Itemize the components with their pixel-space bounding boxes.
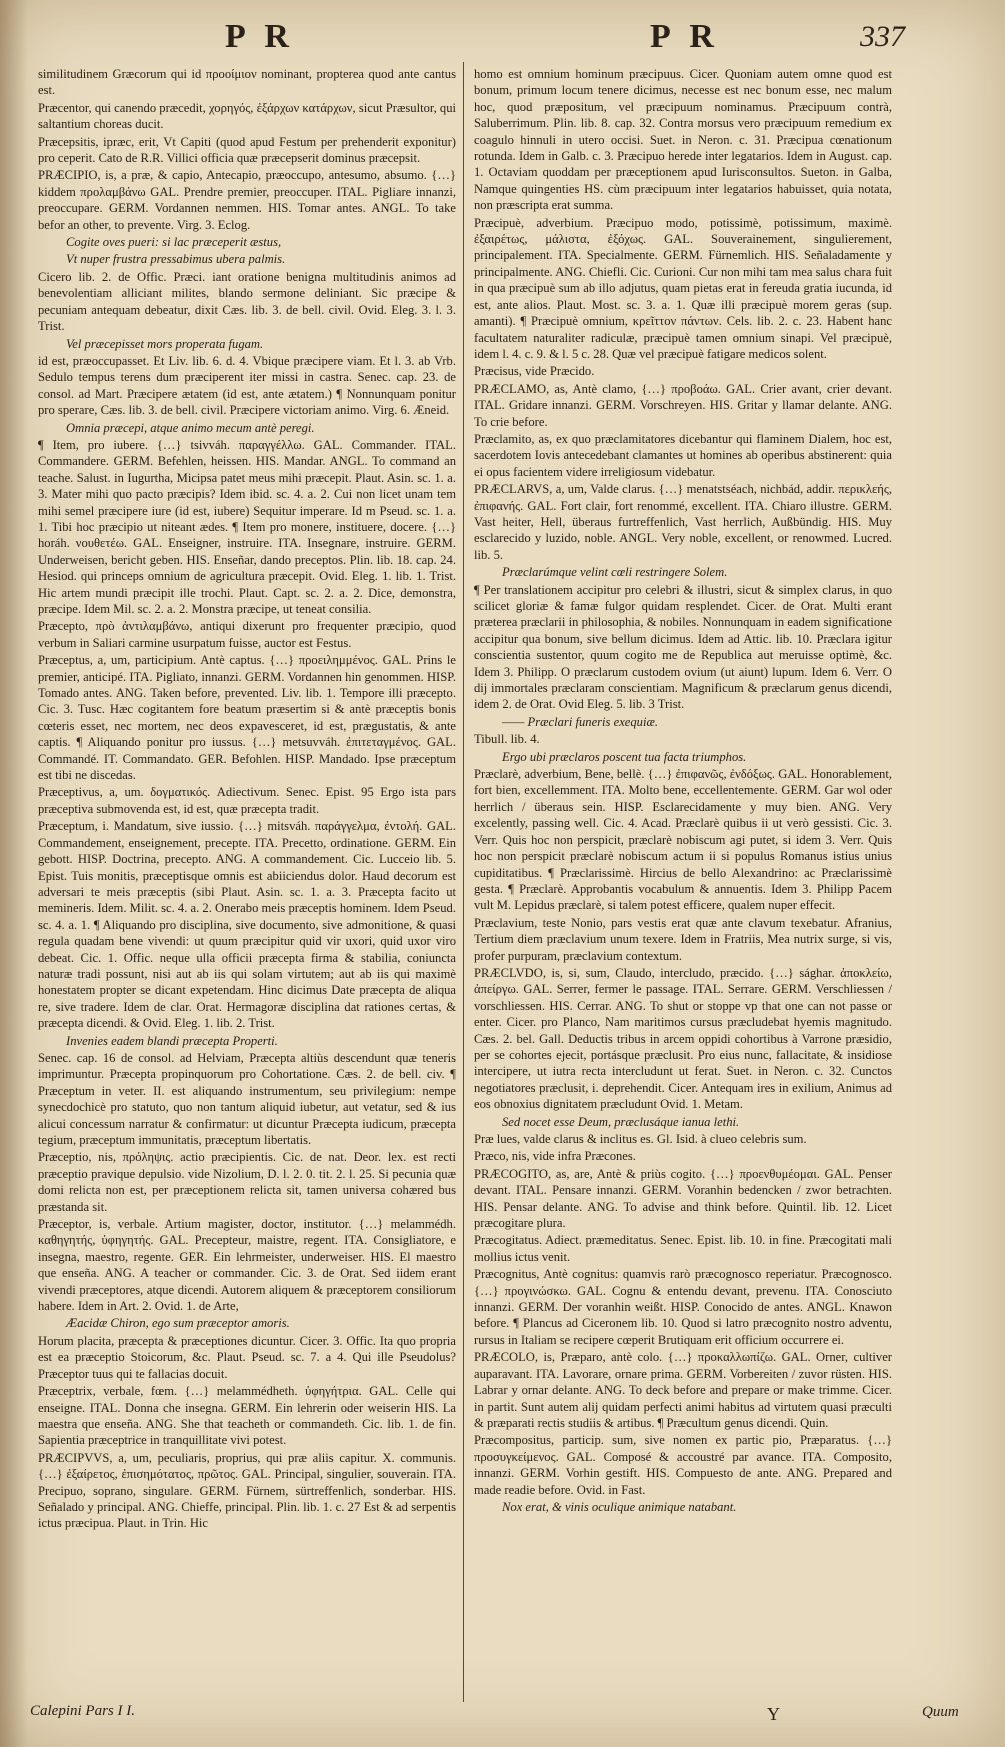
dictionary-entry: Præclavium, teste Nonio, pars vestis erat quæ ante clavum texebatur. Afranius, Tertium diem præclavium unum texere. Idem in Fratriis, Mea nutrix surge, si vis, profer purpuram, præclavium contextum. (474, 915, 892, 963)
dictionary-entry: Præcisus, vide Præcido. (474, 364, 595, 379)
dictionary-entry: PRÆCLVDO, is, si, sum, Claudo, intercludo, præcido. {…} sághar. ἀποκλείω, ἀπείργω. GAL. Serrer, fermer le passage. ITAL. Serrare. GERM. Verschliessen / vorschliessen. HIS. Cerrar. ANG. To shut or stoppe vp that one can not passe or enter. Cicer. pro Planco, Nam maritimos cursus præcludebat hyemis magnitudo. Cæs. 2. bel. Gall. Deductis tribus in arcem oppidi cohortibus à Varrone præsidio, per se cohortes ejecit, portásque præclusit. Pro eius nunc, fallacitate, & insidiose intercipere, ut iutra recta intercludunt ut ferat. Suet. in Neron. c. 32. Cunctos negotiatores præclusit, i. deprehendit. Cicer. Antequam ires in exilium, Animus ad eos obnoxius dignitatem præcludunt Ovid. 1. Metam. (474, 965, 892, 1112)
dictionary-entry: Præ lues, valde clarus & inclitus es. Gl. Isid. à clueo celebris sum. (474, 1132, 807, 1146)
right-column (474, 66, 892, 1686)
dictionary-entry: Cicero lib. 2. de Offic. Præci. iant oratione benigna multitudinis animos ad benevolentiam alliciant milites, blando sermone deliniant. Sic præcipe & pecuniam antequam debeatur, dixit Cæs. lib. 3. de bell. civil. Ovid. Eleg. 3. l. 3. Trist. (38, 269, 456, 334)
dictionary-entry: PRÆCIPVVS, a, um, peculiaris, proprius, qui præ aliis capitur. X. communis. {…} ἐξαίρετος, ἐπισημότατος, πρῶτος. GAL. Principal, singulier, souverain. ITA. Precipuo, soprano, singulare. GERM. Fürnem, sürtreffenlich, sonderbar. HIS. Señalado y principal. ANG. Chieffe, principal. Plin. lib. 1. c. 27 Est & ad serpentis ictus præcipua. Plaut. in Trin. Hic (38, 1450, 456, 1531)
dictionary-entry: id est, præoccupasset. Et Liv. lib. 6. d. 4. Vbique præcipere viam. Et l. 3. ab Vrb. Sedulo tempus terens dum præciperent iter missi in castra. Senec. cap. 23. de consol. ad Mart. Præcipere ætatem (id est, ante ætatem.) ¶ Nonnunquam ponitur pro sperare, Cæs. lib. 3. de bell. civil. Præcipere victoriam animo. Virg. 6. Æneid. (38, 353, 456, 418)
dictionary-entry: similitudinem Græcorum qui id προοίμιον nominant, propterea quod ante cantus est. (38, 67, 456, 98)
dictionary-entry: Præceptio, nis, πρόληψις. actio præcipientis. Cic. de nat. Deor. lex. est recti præceptio pravique depulsio. vide Nizolium, D. l. 2. 0. tit. 2. l. 25. Si pecunia quæ domi relicta non est, per præceptionem relicta sit, tamen universa cohæred bus præstanda sit. (38, 1150, 456, 1214)
dictionary-entry: Præcepto, πρὸ ἀντιλαμβάνω, antiqui dixerunt pro frequenter præcipio, quod verbum in Saliari carmine usurpatum fuisse, auctor est Festus. (38, 619, 456, 650)
dictionary-entry: Præco, nis, vide infra Præcones. (474, 1149, 636, 1164)
verse-quote: Ergo ubi præclaros poscent tua facta triumphos. (502, 749, 747, 764)
verse-quote: —— Præclari funeris exequiæ. (502, 714, 659, 729)
verse-quote: Omnia præcepi, atque animo mecum antè peregi. (66, 420, 315, 435)
dictionary-entry: Præcognitus, Antè cognitus: quamvis rarò præcognosco reperiatur. Præcognosco. {…} προγινώσκω. GAL. Cognu & entendu devant, prevenu. ITA. Conosciuto innanzi. GERM. Der voranhin weißt. HISP. Conocido de antes. ANGL. Knawon before. ¶ Plancus ad Ciceronem lib. 10. Quod si latro præcognito nostro adventu, rursus in Italiam se recipere cœperit Brutiquam erit officium occurrere ei. (474, 1267, 892, 1347)
dictionary-entry: Præceptor, is, verbale. Artium magister, doctor, institutor. {…} melammédh. καθηγητής, ὑφηγητής. GAL. Precepteur, maistre, regent. ITA. Consigliatore, e insegna, maestro, regente. GER. Ein lehrmeister, underweiser. HIS. El maestro que enseña. ANG. A teacher or commander. Cic. 3. de Orat. Sed iidem erant vivendi præceptores, atque dicendi. Autorem aliquem & præceptorem consiliorum habere. Idem in Art. 2. Ovid. 1. de Arte, (38, 1217, 456, 1314)
verse-quote: Sed nocet esse Deum, præclusáque ianua lethi. (502, 1114, 740, 1129)
verse-quote: Cogite oves pueri: si lac præceperit æstus, (66, 235, 282, 250)
running-header (0, 18, 1005, 62)
dictionary-entry: ¶ Per translationem accipitur pro celebri & illustri, sicut & simplex clarus, in quo scilicet gloriæ & famæ fulgor quidam resplendet. Cicer. de Orat. Multi erant præterea præclarii in philosophia, & nobiles. Nonnunquam in eadem significatione accipitur qua bonum, sive bellum dicimus. Idem ad Attic. lib. 10. Præclara igitur conscientia sustentor, quum cogito me de Republica aut meruisse optimè, &c. Idem 3. Philipp. O præclarum custodem ovium (ut aiunt) lupum. Idem 6. Verr. O dij immortales præclaram conscientiam. Magnificum & præclarum genus dicendi, idem 2. de Orat. Ovid Eleg. 5. lib. 3 Trist. (474, 582, 892, 712)
header-left: P R (225, 18, 295, 55)
dictionary-entry: Præcompositus, particip. sum, sive nomen ex partic pio, Præparatus. {…} προσυγκείμενος. GAL. Composé & accoustré par avance. ITA. Composito, innanzi. GERM. Vorhin gestift. HIS. Compuesto de ante. ANG. Prepared and made readie before. Ovid. in Fast. (474, 1433, 892, 1497)
verse-quote: Æacidæ Chiron, ego sum præceptor amoris. (66, 1316, 290, 1331)
dictionary-entry: Præceptum, i. Mandatum, sive iussio. {…} mitsváh. παράγγελμα, ἐντολή. GAL. Commandement, enseignement, precepte. ITA. Precetto, ordinatione. GERM. Ein gebott. HISP. Doctrina, precepto. ANG. A commandement. Cic. Lucceio lib. 5. Epist. Tuis monitis, præceptisque omnis est abiiciendus dolor. Haud decorum est adversari te meis præceptis (sibi Plaut. Asin. sc. 1. a. 3. Præcepta facito ut memineris. Idem. Milit. sc. 4. a. 2. Onerabo meis præceptis hominem. Idem Pseud. sc. 4. a. 1. ¶ Aliquando pro disciplina, sive documento, sive admonitione, & quasi regula quadam bene vivendi: ut quum præcipitur quid vir uxori, quid uxor viro debeat. Cic. 1. Offic. neque ulla officii præcepta firma & stabilia, coniuncta naturæ tradi possunt, nisi aut ab iis qui solam virtutem; aut ab iis qui maximè honestatem propter se dicant expetendam. Hinc dicimus Date præcepta de aliqua re, sive tradere. Idem de clar. Orat. Hermagoræ disciplina dat rationes certas, & præcepta dicendi. & Ovid. Eleg. 1. lib. 2. Trist. (38, 819, 456, 1031)
dictionary-entry: Senec. cap. 16 de consol. ad Helviam, Præcepta altiùs descendunt quæ teneris imprimuntur. Præcepta propinquorum pro Cohortatione. Cæs. 2. de bell. civ. ¶ Præceptum in veter. II. est aliquando instrumentum, seu privilegium: nempe synecdochicè pro statuto, quo non tantum aliquid iubetur, aut vetatur, sed & ius alicui concessum narratur & confirmatur: ut dicuntur Præcepta iudicum, præcepta tegium, præceptum immunitatis, præceptum libertatis. (38, 1050, 456, 1147)
dictionary-entry: Horum placita, præcepta & præceptiones dicuntur. Cicer. 3. Offic. Ita quo propria est ea præceptio Stoicorum, &c. Plaut. Pseud. sc. 7. a 4. Qui ille Pseudolus? Præceptor tuus qui te fallacias docuit. (38, 1333, 456, 1381)
footer-signature: Y (767, 1704, 780, 1724)
dictionary-entry: PRÆCIPIO, is, a præ, & capio, Antecapio, præoccupo, antesumo, absumo. {…} kiddem προλαμβάνω GAL. Prendre premier, preoccuper. ITAL. Pigliare innanzi, preoccupare. GERM. Vordannen nemmen. HIS. Tomar antes. ANGL. To take befor an other, to prevente. Virg. 3. Eclog. (38, 168, 456, 232)
verse-quote: Nox erat, & vinis oculique animique natabant. (502, 1499, 737, 1514)
header-center: P R (650, 18, 720, 55)
verse-quote: Præclarúmque velint cœli restringere Solem. (502, 565, 728, 580)
dictionary-entry: PRÆCOGITO, as, are, Antè & priùs cogito. {…} προενθυμέομαι. GAL. Penser devant. ITAL. Pensare innanzi. GERM. Voranhin bedencken / zwor betrachten. HIS. Pensar delante. ANG. To advise and think before. Quintil. lib. 12. Licet præcogitare plura. (474, 1166, 892, 1231)
column-divider (463, 62, 464, 1702)
dictionary-entry: Præcentor, qui canendo præcedit, χορηγός, ἐξάρχων κατάρχων, sicut Præsultor, qui saltantium choreas ducit. (38, 100, 456, 132)
footer-volume: Calepini Pars I I. (30, 1703, 135, 1719)
dictionary-entry: Præceptus, a, um, participium. Antè captus. {…} προειλημμένος. GAL. Prins le premier, anticipé. ITA. Pigliato, innanzi. GERM. Vordannen hin genommen. HISP. Tomado antes. ANG. Taken before, prevented. Liv. lib. 1. Tempore illi præcepto. Cic. 3. Tusc. Hæc cogitantem fore beatum præsertim si & antè præceptis bonis cœteris esset, nec mortem, nec deos expavesceret, id est, prægustatis, & ante captis. ¶ Aliquando ponitur pro iussus. {…} metsuvváh. ἐπιτεταγμένος. GAL. Commandé. IT. Commandato. GER. Befohlen. HISP. Mandado. Ipse præceptum est tibi ne discedas. (38, 653, 456, 783)
dictionary-entry: homo est omnium hominum præcipuus. Cicer. Quoniam autem omne quod est bonum, primum locum tenere dicimus, necesse est nec bonum esse, nec malum hoc, quod præpositum, vel præcipuum nominamus. Præcipuum contrà, Saluberrimum. Plin. lib. 8. cap. 32. Contra morsus vero præcipuum remedium ex coagulo hinnuli in utero occisi. Suet. in Neron. c. 31. Præcipua cœnationum rotunda. Idem in Galb. c. 3. Præcipuo herede inter legatarios. Idem in August. cap. 1. Octaviam quoddam per præceptionem apud Iurisconsultos. Sueton. in Galba, Namque quingenties HS. cùm præcipuum inter legatarios habuisset, quia notata, non præscripta erat summa. (474, 67, 892, 213)
verse-quote: Vt nuper frustra pressabimus ubera palmis. (66, 252, 286, 267)
verse-quote: Invenies eadem blandi præcepta Properti. (66, 1033, 278, 1048)
dictionary-entry: Præceptivus, a, um. δογματικός. Adiectivum. Senec. Epist. 95 Ergo ista pars præceptiva submovenda est, id est, quæ præcepta tradit. (38, 785, 456, 816)
dictionary-entry: PRÆCOLO, is, Præparo, antè colo. {…} προκαλλωπίζω. GAL. Orner, cultiver auparavant. ITA. Lavorare, ornare prima. GERM. Vorbereiten / zuvor rüsten. HIS. Labrar y ornar delante. ANG. To deck before and prepare or make trimme. Cicer. in partit. Sunt autem alij quidam perfecti animi habitus ad virtutem quasi præculti & præparati rectis studiis & artibus. ¶ Præcultum genus dicendi. Quin. (474, 1350, 892, 1430)
left-column (38, 66, 456, 1686)
dictionary-entry: Præceptrix, verbale, fœm. {…} melammédheth. ὑφηγήτρια. GAL. Celle qui enseigne. ITAL. Donna che insegna. GERM. Ein lehrerin oder weiserin HIS. La maestra que enseña. ANG. She that teacheth or commandeth. Cic. lib. 1. de fin. Sapientia præceptrice in tranquillitate vivi potest. (38, 1384, 456, 1448)
dictionary-entry: Præclamito, as, ex quo præclamitatores dicebantur qui flaminem Dialem, hoc est, sacerdotem Iovis antecedebant clamantes ut homines ab operibus abstinerent: quia ei opus facientem videre irreligiosum videbatur. (474, 431, 892, 479)
dictionary-entry: Tibull. lib. 4. (474, 732, 540, 747)
page-number: 337 (860, 20, 905, 53)
dictionary-entry: Præcogitatus. Adiect. præmeditatus. Senec. Epist. lib. 10. in fine. Præcogitati mali mollius ictus venit. (474, 1233, 892, 1264)
dictionary-entry: Præcipuè, adverbium. Præcipuo modo, potissimè, potissimum, maximè. ἐξαιρέτως, μάλιστα, ἐξόχως. GAL. Souverainement, singulierement, principalement. ITA. Specialmente. GERM. Fürnemlich. HIS. Señaladamente y principalmente. ANG. Chiefli. Cic. Curioni. Cur non mihi tam mea salus chara fuit in qua præcipuè sum ab illo adjutus, quam pietas erat in fereuda gratia iucunda, id est, ante alios. Plaut. Most. sc. 3. a. 1. Quæ illi præcipuè morem geras (sup. amanti). ¶ Præcipuè omnium, κρεῖττον πάντων. Cels. lib. 2. c. 23. Habent hanc facultatem naturaliter radiculæ, præcipuè tamen omnium sinapi. Vel præcipuè, idem l. 4. c. 9. & l. 5 c. 28. Quæ vel præcipuè fatigare medicos solent. (474, 215, 892, 361)
dictionary-entry: PRÆCLARVS, a, um, Valde clarus. {…} menatstséach, nichbád, addir. περικλεής, ἐπιφανής. GAL. Fort clair, fort renommé, excellent. ITA. Chiaro illustre. GERM. Vast heiter, Hell, überaus furtreffenlich, Vast herrlich, Außbündig. HIS. Muy esclarecido y luzido, noble. ANGL. Very noble, excellent, or renowmed. Lucred. lib. 5. (474, 482, 892, 562)
binding-shadow (0, 0, 28, 1747)
dictionary-entry: ¶ Item, pro iubere. {…} tsivváh. παραγγέλλω. GAL. Commander. ITAL. Commandere. GERM. Befehlen, heissen. HIS. Mandar. ANGL. To command an teache. Salust. in Iugurtha, Micipsa patet meus mihi præcepit. Plaut. Asin. sc. 1. a. 3. Mater mihi quo pacto præcipis? Idem ibid. sc. 4. a. 2. Cui non licet unam tem mihi semel præcipere iure (id est, iubere) Sequitur imperare. Id m Pseud. sc. 1. a. 1. Tibi hoc præcipio ut niteant ædes. ¶ Item pro monere, instituere, docere. {…} horáh. νουθετέω. GAL. Enseigner, instruire. ITA. Insegnare, instruire. GERM. Underweisen, bericht geben. HIS. Enseñar, dando preceptos. Plin. lib. 18. cap. 24. Hesiod. qui princeps omnium de agricultura præcepit. Ovid. Eleg. 1. lib. 1. Trist. Hic artem mundi præcipit ille trochi. Plaut. Capt. sc. 2. a. 2. Dice, demonstra, præcipe. Idem Mil. sc. 2. a. 2. Monstra præcipe, ut teneat consilia. (38, 437, 456, 616)
footer-catchword: Quum (922, 1704, 959, 1720)
dictionary-entry: Præclarè, adverbium, Bene, bellè. {…} ἐπιφανῶς, ἐνδόξως. GAL. Honorablement, fort bien, excellemment. ITA. Molto bene, eccellentemente. GERM. Gar wol oder herrlich / überaus sein. HISP. Esclarecidamente y muy bien. ANG. Very excelently, passing well. Cic. 4. Acad. Præclarè quibus ii ut verò gessisti. Cic. 3. Verr. Quis hoc non perspicit, præclarè nobiscum agi putet, si idem 3. Verr. Quis hoc non perspicit præclarè nobiscum actum ii si populus Romanus istius unius cupiditatibus. ¶ Præclarissimè. Hircius de bello Alexandrino: ac Præclarissimè gesta. ¶ Præclarè. Approbantis vocabulum & annuentis. Idem 3. Philipp Pacem vult M. Lepidus præclarè, si talem potest efficere, qualem nuper effecit. (474, 767, 892, 913)
dictionary-entry: Præcepsitis, ipræc, erit, Vt Capiti (quod apud Festum per prehenderit exponitur) pro ceperit. Cato de R.R. Villici officia quæ præcepserit dominus præcepsit. (38, 134, 456, 166)
dictionary-entry: PRÆCLAMO, as, Antè clamo, {…} προβοάω. GAL. Crier avant, crier devant. ITAL. Gridare innanzi. GERM. Vorschreyen. HIS. Gritar y llamar delante. ANG. To crie before. (474, 381, 892, 429)
verse-quote: Vel præcepisset mors properata fugam. (66, 336, 264, 351)
